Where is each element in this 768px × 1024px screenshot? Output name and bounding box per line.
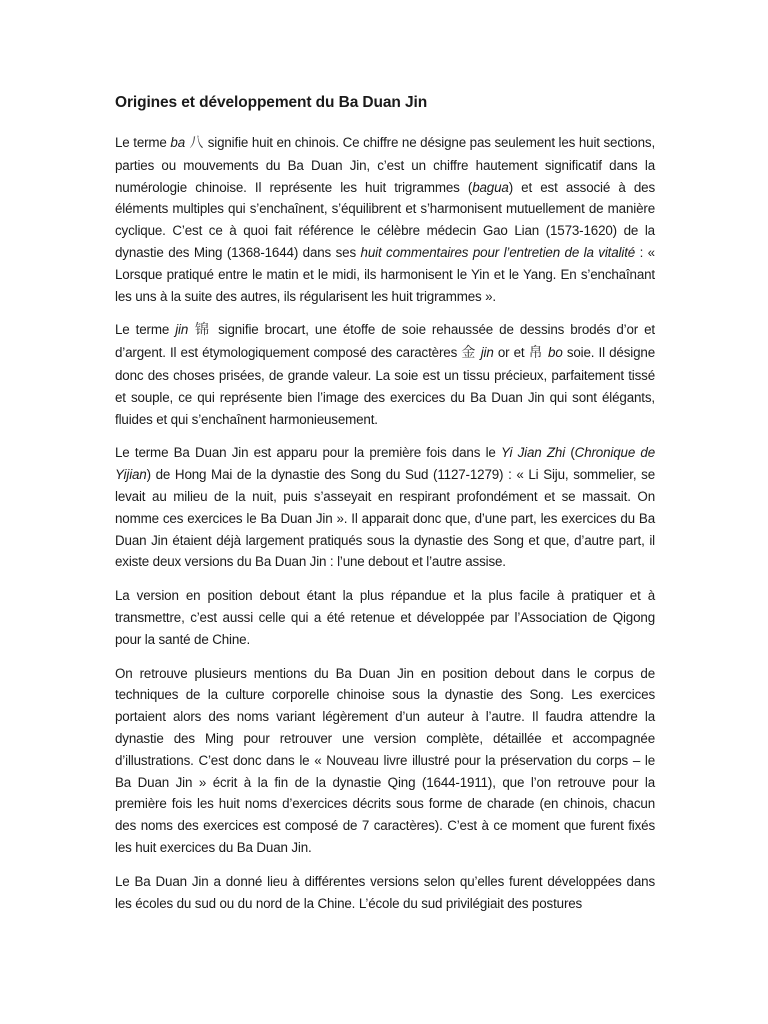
text-run: or et — [493, 345, 529, 361]
italic-run: Chronique de Yijian — [115, 445, 655, 483]
text-run: signifie brocart, une étoffe de soie rehaussée de dessins brodés d’or et d’argent. Il est étymologiquement composé des caractères — [115, 322, 655, 361]
text-run: Le terme — [115, 135, 171, 150]
text-run: signifie huit en chinois. Ce chiffre ne désigne pas seulement les huit sections, parties ou mouvements du Ba Duan Jin, c’est un chiffre hautement significatif dans la numérologie chinoise. Il représente les huit trigrammes ( — [115, 135, 656, 195]
italic-run: bo — [548, 345, 563, 361]
text-run: ) de Hong Mai de la dynastie des Song du Sud (1127-1279) : « Li Siju, sommelier, se levait au milieu de la nuit, puis s’asseyait en respirant profondément et se massait. On nomme ces exercices le Ba Duan Jin ». Il apparait donc que, d’une part, les exercices du Ba Duan Jin étaient déjà largement pratiqués sous la dynastie des Song et que, d’autre part, il existe deux versions du Ba Duan Jin : l’une debout et l’autre assise. — [115, 467, 655, 570]
text-run: 帛 — [528, 345, 549, 362]
italic-run: jin — [480, 345, 494, 361]
text-run: Le terme — [115, 322, 176, 338]
document-title: Origines et développement du Ba Duan Jin — [115, 94, 428, 111]
text-run: ( — [565, 445, 575, 461]
text-run: : « Lorsque pratiqué entre le matin et le midi, ils harmonisent le Yin et le Yang. En s’enchaînant les uns à la suite des autres, ils régularisent les huit trigrammes ». — [115, 244, 655, 304]
document-page — [115, 92, 655, 926]
italic-run: jin — [175, 322, 189, 338]
italic-run: huit commentaires pour l’entretien de la vitalité — [360, 244, 636, 260]
paragraph-5 — [115, 663, 655, 859]
text-run: soie. Il désigne donc des choses prisées, de grande valeur. La soie est un tissu précieux, parfaitement tissé et souple, ce qui représente bien l’image des exercices du Ba Duan Jin qui sont élégants, fluides et qui s’enchaînent harmonieusement. — [115, 345, 655, 427]
text-run: La version en position debout étant la plus répandue et la plus facile à pratiquer et à transmettre, c’est aussi celle qui a été retenue et développée par l’Association de Qigong pour la santé de Chine. — [115, 588, 655, 647]
text-run: ) et est associé à des éléments multiples qui s’enchaînent, s’équilibrent et s’harmonisent mutuellement de manière cyclique. C’est ce à quoi fait référence le célèbre médecin Gao Lian (1573-1620) de la dynastie des Ming (1368-1644) dans ses — [115, 179, 655, 260]
italic-run: bagua — [472, 179, 509, 195]
italic-run: Yi Jian Zhi — [500, 445, 566, 461]
text-run: Le terme Ba Duan Jin est apparu pour la première fois dans le — [115, 445, 501, 461]
paragraph-2 — [115, 319, 655, 430]
paragraph-6 — [115, 871, 655, 915]
text-run: Le Ba Duan Jin a donné lieu à différentes versions selon qu’elles furent développées dans les écoles du sud ou du nord de la Chine. L’école du sud privilégiait des postures — [115, 873, 655, 911]
paragraph-4 — [115, 585, 655, 650]
document-body — [115, 132, 655, 914]
italic-run: ba — [170, 135, 185, 150]
text-run: 锦 — [188, 322, 219, 339]
paragraph-3 — [115, 442, 655, 573]
text-run: On retrouve plusieurs mentions du Ba Duan Jin en position debout dans le corpus de techniques de la culture corporelle chinoise sous la dynastie des Song. Les exercices portaient alors des noms variant légèrement d’un auteur à l’autre. Il faudra attendre la dynastie des Ming pour retrouver une version complète, détaillée et accompagnée d’illustrations. C’est donc dans le « Nouveau livre illustré pour la préservation du corps – le Ba Duan Jin » écrit à la fin de la dynastie Qing (1644-1911), que l’on retrouve pour la première fois les huit noms d’exercices décrits sous forme de charade (en chinois, chacun des noms des exercices est composé de 7 caractères). C’est à ce moment que furent fixés les huit exercices du Ba Duan Jin. — [115, 665, 655, 855]
text-run: 八 — [185, 135, 208, 151]
text-run: 金 — [461, 345, 481, 362]
paragraph-1 — [115, 132, 655, 307]
